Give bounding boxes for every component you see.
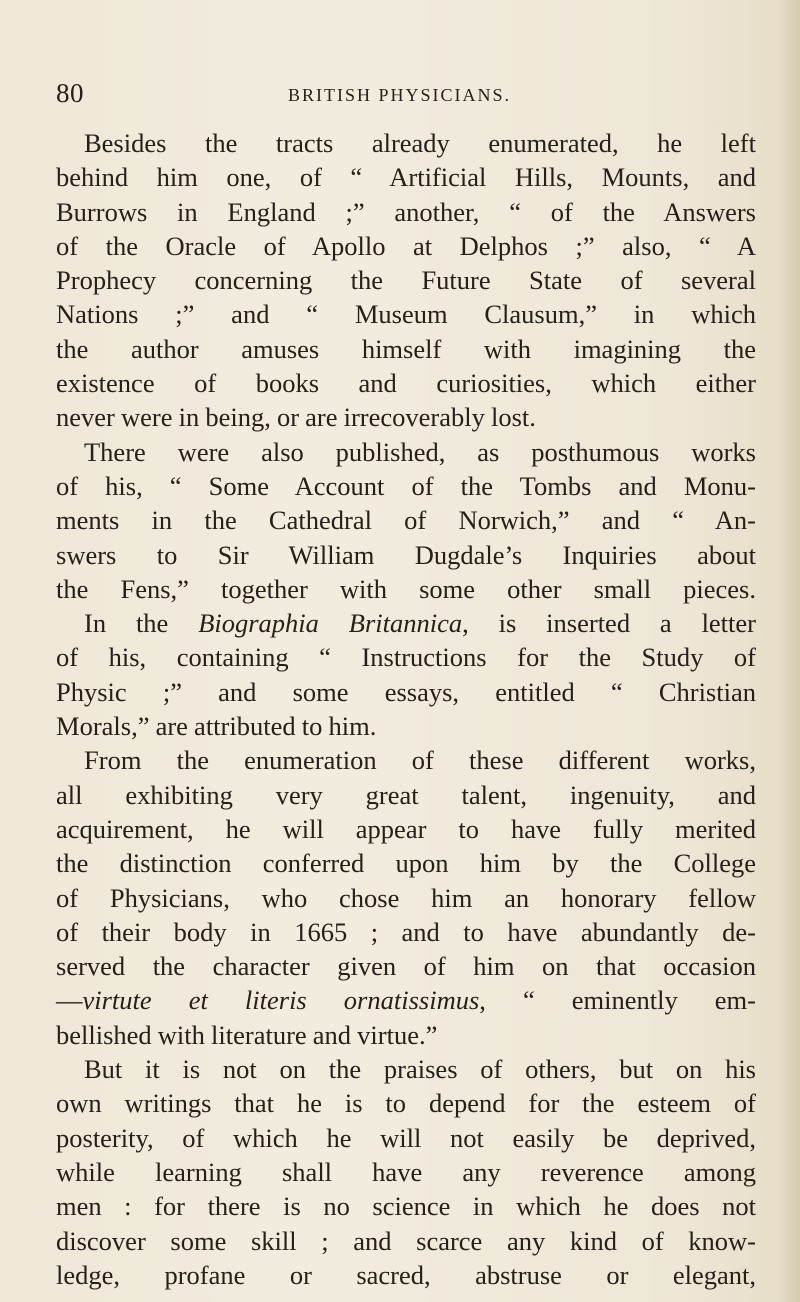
text-line: of Physicians, who chose him an honorary fellow [56,882,756,913]
text-line: ledge, profane or sacred, abstruse or elegant, [56,1259,756,1290]
text-line: Prophecy concerning the Future State of several [56,265,756,296]
page-edge-shadow [778,0,800,1302]
text-line: the author amuses himself with imagining the [56,333,756,364]
text-line: served the character given of him on that occasion [56,951,756,982]
page-number: 80 [56,78,84,108]
text-line: ments in the Cathedral of Norwich,” and “ An- [56,505,756,536]
text-line: Nations ;” and “ Museum Clausum,” in which [56,299,756,330]
text-line: There were also published, as posthumous works [84,436,756,467]
text-line: Morals,” are attributed to him. [56,711,377,742]
page-header [56,78,756,108]
text-line: of their body in 1665 ; and to have abundantly de- [56,916,756,947]
running-head: BRITISH PHYSICIANS. [288,85,512,105]
text-line-post: , is inserted a letter [462,608,756,639]
text-line: Besides the tracts already enumerated, he left [84,128,756,158]
text-line: of his, containing “ Instructions for the Study of [56,642,756,673]
text-line: posterity, of which he will not easily be deprived, [56,1122,756,1153]
text-line-post: , “ eminently em- [479,985,756,1016]
text-line: the distinction conferred upon him by the College [56,848,756,879]
body-text [56,126,756,1292]
text-line: bellished with literature and virtue.” [56,1019,438,1050]
text-line: men : for there is no science in which he does not [56,1191,756,1222]
text-line-pre: In the [84,608,199,639]
text-line [56,606,756,640]
text-line: discover some skill ; and scarce any kind of know- [56,1225,756,1256]
text-line: of his, “ Some Account of the Tombs and Monu- [56,470,756,501]
text-line: Physic ;” and some essays, entitled “ Christian [56,676,756,707]
italic-title: virtute et literis ornatissimus [82,985,480,1016]
text-line: all exhibiting very great talent, ingenuity, and [56,779,756,810]
text-line [56,983,756,1017]
italic-title: Biographia Britannica [198,608,463,639]
text-line-pre: — [56,985,83,1016]
text-line: behind him one, of “ Artificial Hills, Mounts, and [56,162,756,193]
text-line: Burrows in England ;” another, “ of the Answers [56,196,756,227]
text-line: the Fens,” together with some other small pieces. [56,573,756,604]
text-line: own writings that he is to depend for the esteem of [56,1088,756,1119]
text-line: of the Oracle of Apollo at Delphos ;” also, “ A [56,230,756,261]
text-line: From the enumeration of these different works, [84,745,756,776]
text-line: acquirement, he will appear to have fully merited [56,813,756,844]
text-line: never were in being, or are irrecoverably lost. [56,402,536,433]
text-line: swers to Sir William Dugdale’s Inquiries about [56,539,756,570]
text-line: while learning shall have any reverence among [56,1156,756,1187]
text-line: But it is not on the praises of others, but on his [84,1054,756,1085]
text-line: existence of books and curiosities, which either [56,368,756,399]
